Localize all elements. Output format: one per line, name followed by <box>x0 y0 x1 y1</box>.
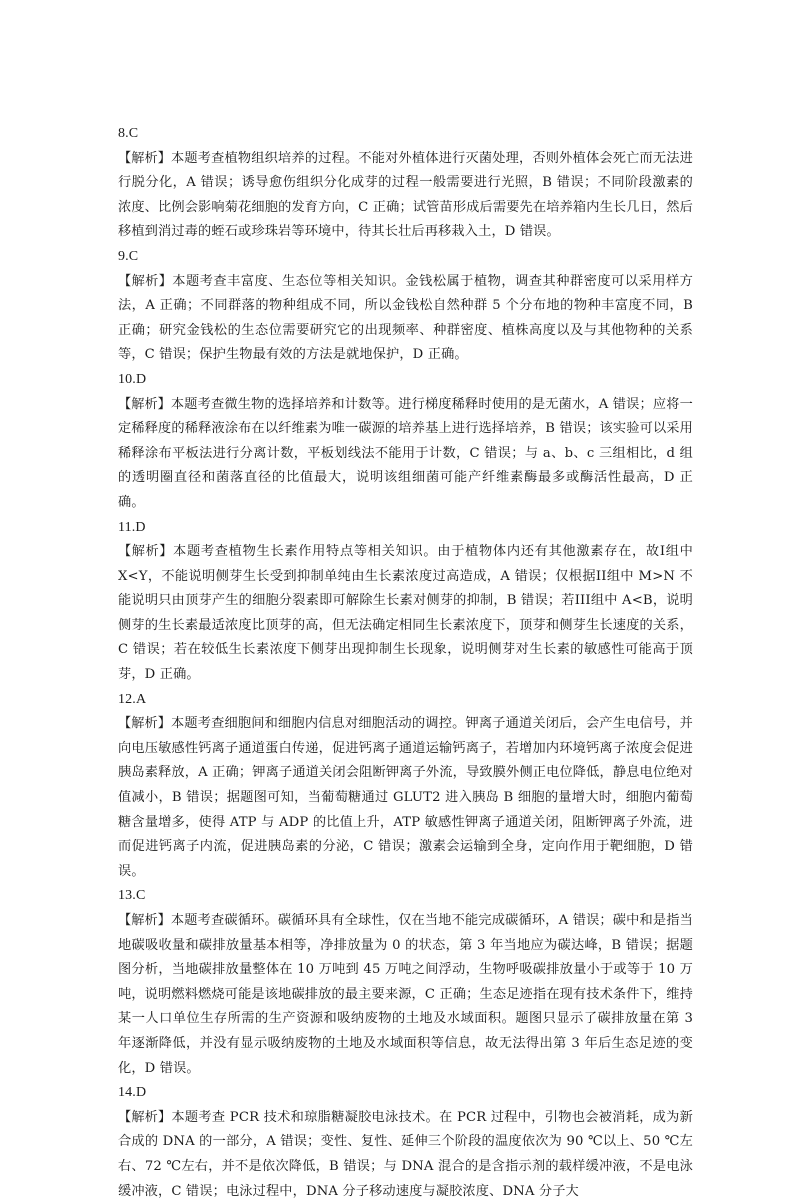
answer-item-11 <box>118 516 693 688</box>
analysis-tag: 【解析】 <box>118 1109 172 1125</box>
answer-label: 9.C <box>118 248 139 264</box>
answer-label: 13.C <box>118 888 146 904</box>
analysis-text: 本题考查植物组织培养的过程。不能对外植体进行灭菌处理，否则外植体会死亡而无法进行脱分化，A 错误；诱导愈伤组织分化成芽的过程一般需要进行光照，B 错误；不同阶段激素的浓度、比例会影响菊花细胞的发育方向，C 正确；试管苗形成后需要先在培养箱内生长几日，然后移植到消过毒的蛭石或珍珠岩等环境中，待其长壮后再移栽入土，D 错误。 <box>118 150 693 240</box>
analysis-tag: 【解析】 <box>118 544 174 560</box>
analysis-paragraph <box>118 270 693 368</box>
answer-label: 12.A <box>118 691 147 707</box>
document-page <box>118 122 693 1204</box>
analysis-tag: 【解析】 <box>118 913 171 928</box>
analysis-text: 本题考查植物生长素作用特点等相关知识。由于植物体内还有其他激素存在，故I组中 X<Y，不能说明侧芽生长受到抑制单纯由生长素浓度过高造成，A 错误；仅根据II组中 M>N 不能说明只由顶芽产生的细胞分裂素即可解除生长素对侧芽的抑制，B 错误；若III组中 A<B，说明侧芽的生长素最适浓度比顶芽的高，但无法确定相同生长素浓度下，顶芽和侧芽生长速度的关系，C 错误；若在较低生长素浓度下侧芽出现抑制生长现象，说明侧芽对生长素的敏感性可能高于顶芽，D 正确。 <box>118 544 694 683</box>
analysis-paragraph <box>118 393 693 516</box>
analysis-text: 本题考查微生物的选择培养和计数等。进行梯度稀释时使用的是无菌水，A 错误；应将一定稀释度的稀释液涂布在以纤维素为唯一碳源的培养基上进行选择培养，B 错误；该实验可以采用稀释涂布平板法进行分离计数，平板划线法不能用于计数，C 错误；与 a、b、c 三组相比，d 组的透明圈直径和菌落直径的比值最大，说明该组细菌可能产纤维素酶最多或酶活性最高，D 正确。 <box>118 396 693 510</box>
answer-label: 10.D <box>118 371 147 387</box>
answer-item-10 <box>118 368 693 516</box>
answer-label: 11.D <box>118 519 146 535</box>
answer-label: 8.C <box>118 126 139 141</box>
analysis-text: 本题考查 PCR 技术和琼脂糖凝胶电泳技术。在 PCR 过程中，引物也会被消耗，成为新合成的 DNA 的一部分，A 错误；变性、复性、延伸三个阶段的温度依次为 90 ℃以上、50 ℃左右、72 ℃左右，并不是依次降低，B 错误；与 DNA 混合的是含指示剂的载样缓冲液，不是电泳缓冲液，C 错误；电泳过程中，DNA 分子移动速度与凝胶浓度、DNA 分子大 <box>118 1109 694 1199</box>
analysis-paragraph <box>118 1106 693 1204</box>
analysis-tag: 【解析】 <box>118 273 173 289</box>
answer-item-12 <box>118 688 693 885</box>
answer-item-9 <box>118 245 693 368</box>
analysis-tag: 【解析】 <box>118 716 171 732</box>
analysis-paragraph <box>118 712 693 884</box>
answer-item-14 <box>118 1081 693 1204</box>
analysis-tag: 【解析】 <box>118 396 171 412</box>
analysis-text: 本题考查细胞间和细胞内信息对细胞活动的调控。钾离子通道关闭后，会产生电信号，并向电压敏感性钙离子通道蛋白传递，促进钙离子通道运输钙离子，若增加内环境钙离子浓度会促进胰岛素释放，A 正确；钾离子通道关闭会阻断钾离子外流，导致膜外侧正电位降低，静息电位绝对值减小，B 错误；据题图可知，当葡萄糖通过 GLUT2 进入胰岛 B 细胞的量增大时，细胞内葡萄糖含量增多，使得 ATP 与 ADP 的比值上升，ATP 敏感性钾离子通道关闭，阻断钾离子外流，进而促进钙离子内流，促进胰岛素的分泌，C 错误；激素会运输到全身，定向作用于靶细胞，D 错误。 <box>118 716 693 879</box>
answer-label: 14.D <box>118 1085 147 1101</box>
analysis-text: 本题考查碳循环。碳循环具有全球性，仅在当地不能完成碳循环，A 错误；碳中和是指当地碳吸收量和碳排放量基本相等，净排放量为 0 的状态，第 3 年当地应为碳达峰，B 错误；据题图分析，当地碳排放量整体在 10 万吨到 45 万吨之间浮动，生物呼吸碳排放量小于或等于 10 万吨，说明燃料燃烧可能是该地碳排放的最主要来源，C 正确；生态足迹指在现有技术条件下，维持某一人口单位生存所需的生产资源和吸纳废物的土地及水域面积。题图只显示了碳排放量在第 3 年逐渐降低，并没有显示吸纳废物的土地及水域面积等信息，故无法得出第 3 年后生态足迹的变化，D 错误。 <box>118 913 693 1076</box>
answer-item-13 <box>118 884 693 1081</box>
analysis-paragraph <box>118 909 693 1081</box>
answer-item-8 <box>118 122 693 245</box>
analysis-paragraph <box>118 540 693 688</box>
analysis-paragraph <box>118 147 693 245</box>
analysis-text: 本题考查丰富度、生态位等相关知识。金钱松属于植物，调查其种群密度可以采用样方法，A 正确；不同群落的物种组成不同，所以金钱松自然种群 5 个分布地的物种丰富度不同，B 正确；研究金钱松的生态位需要研究它的出现频率、种群密度、植株高度以及与其他物种的关系等，C 错误；保护生物最有效的方法是就地保护，D 正确。 <box>118 273 694 363</box>
analysis-tag: 【解析】 <box>118 150 171 166</box>
